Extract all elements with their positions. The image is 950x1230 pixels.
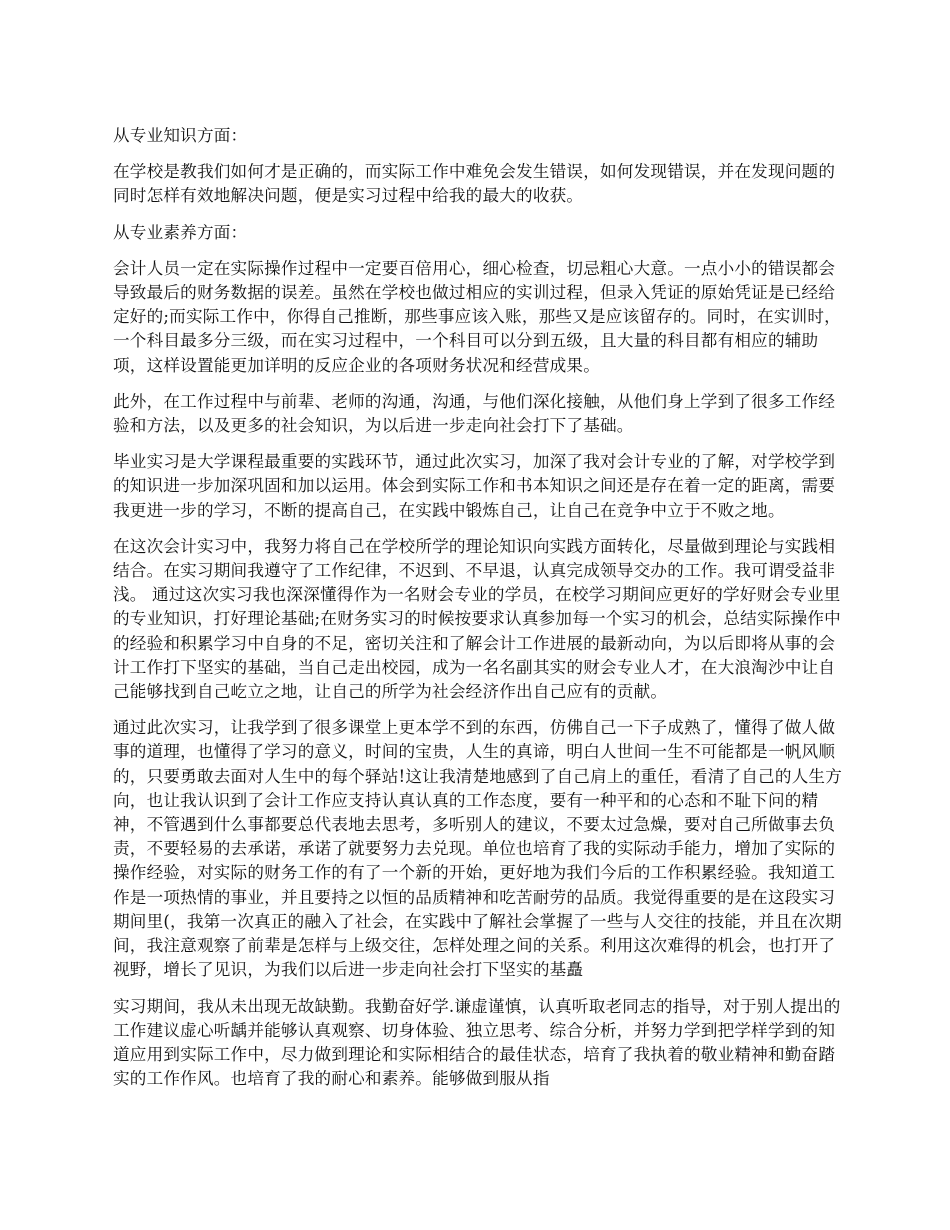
- section-heading-knowledge: 从专业知识方面：: [113, 126, 248, 145]
- paragraph-graduation-internship: 毕业实习是大学课程最重要的实践环节，通过此次实习，加深了我对会计专业的了解，对学校学到的知识进一步加深巩固和加以运用。体会到实际工作和书本知识之间还是存在着一定的距离，需要我更进一步的学习，不断的提高自己，在实践中锻炼自己，让自己在竞争中立于不败之地。: [113, 452, 836, 520]
- paragraph-knowledge: 在学校是教我们如何才是正确的，而实际工作中难免会发生错误，如何发现错误，并在发现问题的同时怎样有效地解决问题，便是实习过程中给我的最大的收获。: [113, 162, 836, 206]
- paragraph-communication: 此外，在工作过程中与前辈、老师的沟通，沟通，与他们深化接触，从他们身上学到了很多工作经验和方法，以及更多的社会知识，为以后进一步走向社会打下了基础。: [113, 391, 836, 436]
- section-heading-literacy: 从专业素养方面：: [113, 222, 248, 242]
- paragraph-attendance: 实习期间，我从未出现无故缺勤。我勤奋好学.谦虚谨慎，认真听取老同志的指导，对于别人提出的工作建议虚心听龋并能够认真观察、切身体验、独立思考、综合分析，并努力学到把学样学到的知道应用到实际工作中，尽力做到理论和实际相结合的最佳状态，培育了我执着的敬业精神和勤奋踏实的工作作风。也培育了我的耐心和素养。能够做到服从指: [113, 996, 841, 1089]
- document-body: [113, 124, 843, 1103]
- paragraph-literacy: 会计人员一定在实际操作过程中一定要百倍用心，细心检查，切忌粗心大意。一点小小的错误都会导致最后的财务数据的误差。虽然在学校也做过相应的实训过程，但录入凭证的原始凭证是已经给定好的;而实际工作中，你得自己推断，那些事应该入账，那些又是应该留存的。同时，在实训时，一个科目最多分三级，而在实习过程中，一个科目可以分到五级，且大量的科目都有相应的辅助项，这样设置能更加详明的反应企业的各项财务状况和经营成果。: [113, 258, 841, 375]
- paragraph-lessons-learned: 通过此次实习，让我学到了很多课堂上更本学不到的东西，仿佛自己一下子成熟了，懂得了做人做事的道理，也懂得了学习的意义，时间的宝贵，人生的真谛，明白人世间一生不可能都是一帆风顺的，只要勇敢去面对人生中的每个驿站!这让我清楚地感到了自己肩上的重任，看清了自己的人生方向，也让我认识到了会计工作应支持认真认真的工作态度，要有一种平和的心态和不耻下问的精神，不管遇到什么事都要总代表地去思考，多听别人的建议，不要太过急燥，要对自己所做事去负责，不要轻易的去承诺，承诺了就要努力去兑现。单位也培育了我的实际动手能力，增加了实际的操作经验，对实际的财务工作的有了一个新的开始，更好地为我们今后的工作积累经验。我知道工作是一项热情的事业，并且要持之以恒的品质精神和吃苦耐劳的品质。我觉得重要的是在这段实习期间里(，我第一次真正的融入了社会，在实践中了解社会掌握了一些与人交往的技能，并且在次期间，我注意观察了前辈是怎样与上级交往，怎样处理之间的关系。利用这次难得的机会，也打开了视野，增长了见识，为我们以后进一步走向社会打下坚实的基矗: [113, 718, 842, 980]
- paragraph-accounting-internship: 在这次会计实习中，我努力将自己在学校所学的理论知识向实践方面转化，尽量做到理论与实践相结合。在实习期间我遵守了工作纪律，不迟到、不早退，认真完成领导交办的工作。我可谓受益非浅。 通过这次实习我也深深懂得作为一名财会专业的学员，在校学习期间应更好的学好财会专业里的专业知识，打好理论基础;在财务实习的时候按要求认真参加每一个实习的机会，总结实际操作中的经验和积累学习中自身的不足，密切关注和了解会计工作进展的最新动向，为以后即将从事的会计工作打下坚实的基础，当自己走出校园，成为一名名副其实的财会专业人才，在大浪淘沙中让自己能够找到自己屹立之地，让自己的所学为社会经济作出自己应有的贡献。: [113, 536, 841, 702]
